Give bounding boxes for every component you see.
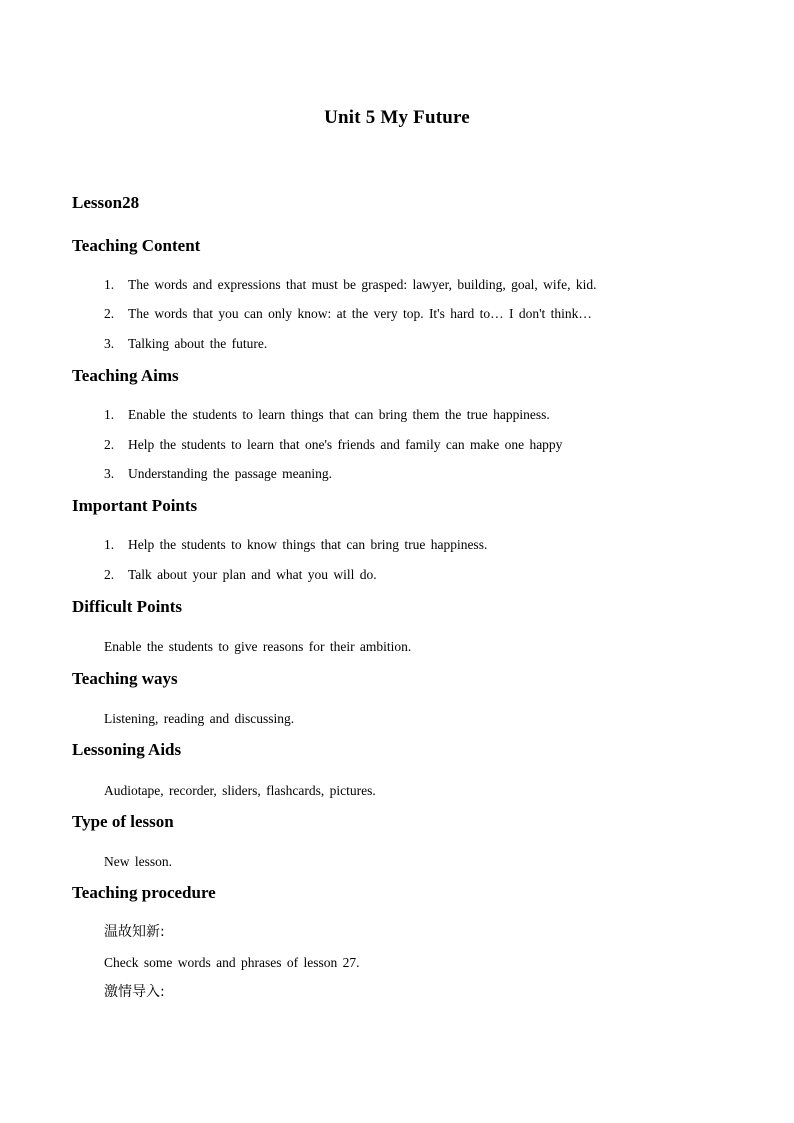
list-item xyxy=(104,335,267,353)
list-text: The words that you can only know: at the very top. It's hard to… I don't think… xyxy=(128,306,592,321)
heading-difficult-points: Difficult Points xyxy=(72,597,183,616)
list-text: Understanding the passage meaning. xyxy=(128,466,332,481)
heading-teaching-content: Teaching Content xyxy=(72,236,201,255)
list-item xyxy=(104,536,487,554)
list-item xyxy=(104,566,377,584)
heading-type-of-lesson: Type of lesson xyxy=(72,812,174,831)
list-number: 1. xyxy=(104,537,115,552)
list-item xyxy=(104,406,550,424)
list-text: Help the students to learn that one's friends and family can make one happy xyxy=(128,437,563,452)
page-title: Unit 5 My Future xyxy=(324,107,470,128)
lessoning-aids-text: Audiotape, recorder, sliders, flashcards, pictures. xyxy=(104,783,376,798)
list-text: Talk about your plan and what you will do. xyxy=(128,567,377,582)
teaching-ways-text: Listening, reading and discussing. xyxy=(104,711,295,726)
list-number: 2. xyxy=(104,306,115,321)
list-number: 1. xyxy=(104,407,115,422)
list-item xyxy=(104,305,592,323)
procedure-line: 激情导入: xyxy=(104,984,165,1000)
list-text: Help the students to know things that can bring true happiness. xyxy=(128,537,488,552)
heading-teaching-aims: Teaching Aims xyxy=(72,366,179,385)
list-text: The words and expressions that must be grasped: lawyer, building, goal, wife, kid. xyxy=(128,277,597,292)
list-number: 3. xyxy=(104,466,115,481)
list-number: 3. xyxy=(104,336,115,351)
list-item xyxy=(104,436,562,454)
list-number: 2. xyxy=(104,437,115,452)
list-number: 1. xyxy=(104,277,115,292)
list-item xyxy=(104,465,332,483)
procedure-line: 温故知新: xyxy=(104,924,165,940)
heading-teaching-ways: Teaching ways xyxy=(72,669,178,688)
list-text: Talking about the future. xyxy=(128,336,268,351)
heading-important-points: Important Points xyxy=(72,496,198,515)
list-item xyxy=(104,276,597,294)
type-of-lesson-text: New lesson. xyxy=(104,854,172,869)
list-text: Enable the students to learn things that can bring them the true happiness. xyxy=(128,407,550,422)
heading-lessoning-aids: Lessoning Aids xyxy=(72,740,182,759)
difficult-points-text: Enable the students to give reasons for their ambition. xyxy=(104,639,412,654)
procedure-line: Check some words and phrases of lesson 27. xyxy=(104,955,360,970)
heading-teaching-procedure: Teaching procedure xyxy=(72,883,216,902)
list-number: 2. xyxy=(104,567,115,582)
lesson-label: Lesson28 xyxy=(72,193,140,212)
